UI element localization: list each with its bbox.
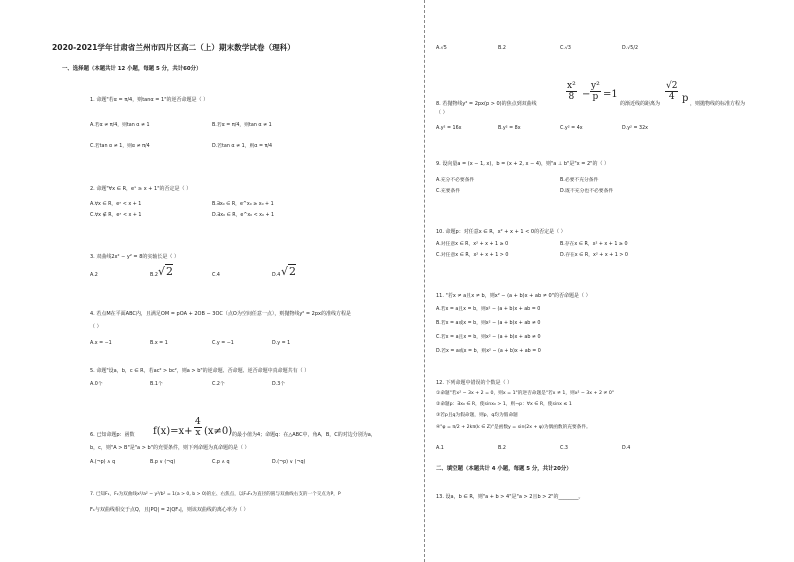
question-3-option-d[interactable]: D.4 bbox=[272, 273, 281, 278]
question-7-option-a[interactable]: A.√5 bbox=[436, 46, 447, 51]
question-8-option-c[interactable]: C.y² = 4x bbox=[560, 126, 583, 131]
question-11-option-b[interactable]: B.若x = a或x = b，则x² − (a + b)x + ab ≠ 0 bbox=[436, 321, 541, 326]
question-2-option-c[interactable]: C.∀x ∉ R，eˣ < x + 1 bbox=[90, 213, 142, 218]
question-5-option-c[interactable]: C.2个 bbox=[212, 382, 225, 387]
question-7-option-c[interactable]: C.√3 bbox=[560, 46, 571, 51]
question-7-stem-b: F₁与双曲线相交于点Q，且|PQ| = 2|QF₁|，则该双曲线的离心率为（ ） bbox=[90, 507, 249, 513]
question-12-option-b[interactable]: B.2 bbox=[498, 446, 506, 451]
question-8-p: p bbox=[682, 93, 689, 104]
question-4-option-b[interactable]: B.x = 1 bbox=[150, 341, 168, 346]
question-12-option-a[interactable]: A.1 bbox=[436, 446, 444, 451]
question-8-fraction-sqrt2-4: $\frac{√2}{4}$ bbox=[666, 81, 678, 102]
question-9-stem: 9. 设向量a = (x − 1, x)，b = (x + 2, x − 4)，则"a ⊥ b"是"x = 2"的（ ） bbox=[436, 161, 610, 167]
question-8-minus: − bbox=[582, 89, 591, 100]
section-heading-fill: 二、填空题（本题共计 4 小题，每题 5 分，共计20分） bbox=[436, 466, 572, 472]
question-8-stem-a: 8. 若抛物线y² = 2px(p > 0)的焦点到双曲线 bbox=[436, 101, 537, 107]
question-3-option-b[interactable]: B.2 bbox=[150, 273, 158, 278]
question-12-stem: 12. 下列命题中错误的个数是（ ） bbox=[436, 380, 513, 386]
question-8-stem-c: ，则抛物线的标准方程为 bbox=[690, 101, 746, 107]
question-12-statement-3: ③若p且q为假命题，则p，q均为假命题 bbox=[436, 413, 518, 418]
question-3-option-a[interactable]: A.2 bbox=[90, 273, 98, 278]
question-4-option-d[interactable]: D.y = 1 bbox=[272, 341, 291, 346]
question-12-statement-1: ①命题"若x² − 3x + 2 = 0，则x = 1"的逆否命题是"若x ≠ 1，则x² − 3x + 2 ≠ 0" bbox=[436, 391, 614, 396]
question-8-fraction-y2-p: $\frac{\text{y²}}{p}$ bbox=[591, 81, 600, 102]
question-8-option-d[interactable]: D.y² = 32x bbox=[622, 126, 648, 131]
question-12-statement-4: ④"φ = π/2 + 2kπ(k ∈ Z)"是函数y = sin(2x + φ)为偶函数的充要条件。 bbox=[436, 425, 591, 430]
question-8-option-a[interactable]: A.y² = 16x bbox=[436, 126, 462, 131]
question-6-condition: (x≠0) bbox=[204, 426, 233, 437]
question-6-option-d[interactable]: D.(¬p) ∨ (¬q) bbox=[272, 460, 306, 465]
question-11-option-a[interactable]: A.若x = a且x = b，则x² − (a + b)x + ab = 0 bbox=[436, 307, 541, 312]
question-6-formula: f(x)=x+ bbox=[153, 426, 193, 437]
question-4-paren: （ ） bbox=[90, 324, 102, 330]
question-10-option-b[interactable]: B.存在x ∈ R，x² + x + 1 ≥ 0 bbox=[560, 242, 628, 247]
question-8-stem-b: 的渐近线的距离为 bbox=[620, 101, 661, 107]
question-13-stem[interactable]: 13. 设a，b ∈ R，则"a + b > 4"是"a > 2且b > 2"的________。 bbox=[436, 494, 584, 500]
question-3-option-c[interactable]: C.4 bbox=[212, 273, 220, 278]
section-heading-choice: 一、选择题（本题共计 12 小题，每题 5 分，共计60分） bbox=[62, 66, 202, 72]
question-2-option-d[interactable]: D.∃x₀ ∈ R，e^x₀ < x₀ + 1 bbox=[212, 213, 275, 218]
question-10-option-c[interactable]: C.对任意x ∈ R，x² + x + 1 > 0 bbox=[436, 253, 509, 258]
question-8-option-b[interactable]: B.y² = 8x bbox=[498, 126, 521, 131]
question-1-option-a[interactable]: A.若α ≠ π/4，则tan α ≠ 1 bbox=[90, 123, 150, 128]
question-4-option-c[interactable]: C.y = −1 bbox=[212, 341, 234, 346]
question-1-stem: 1. 命题"若α = π/4，则tanα = 1"的逆否命题是（ ） bbox=[90, 97, 209, 103]
question-3-option-b-sqrt: √2 bbox=[158, 265, 174, 278]
question-6-option-a[interactable]: A.(¬p) ∧ q bbox=[90, 460, 116, 465]
question-7-option-b[interactable]: B.2 bbox=[498, 46, 506, 51]
question-7-option-d[interactable]: D.√5/2 bbox=[622, 46, 638, 51]
question-9-option-b[interactable]: B.必要不充分条件 bbox=[560, 178, 599, 183]
question-3-stem: 3. 双曲线2x² − y² = 8的实轴长是（ ） bbox=[90, 254, 179, 260]
question-9-option-a[interactable]: A.充分不必要条件 bbox=[436, 178, 475, 183]
question-1-option-d[interactable]: D.若tan α ≠ 1，则α = π/4 bbox=[212, 144, 273, 149]
question-2-option-b[interactable]: B.∃x₀ ∈ R，e^x₀ ≥ x₀ + 1 bbox=[212, 202, 274, 207]
question-6-stem-b: 的最小值为4；命题q：在△ABC中，角A，B，C的对边分别为a， bbox=[232, 432, 376, 438]
question-6-option-b[interactable]: B.p ∨ (¬q) bbox=[150, 460, 176, 465]
question-5-option-b[interactable]: B.1个 bbox=[150, 382, 163, 387]
question-4-option-a[interactable]: A.x = −1 bbox=[90, 341, 112, 346]
question-10-stem: 10. 命题p：对任意x ∈ R，x² + x + 1 < 0的否定是（ ） bbox=[436, 229, 566, 235]
question-9-option-c[interactable]: C.充要条件 bbox=[436, 189, 461, 194]
question-9-option-d[interactable]: D.既不充分也不必要条件 bbox=[560, 189, 614, 194]
question-7-stem-a: 7. 已知F₁，F₂为双曲线x²/a² − y²/b² = 1(a > 0, b > 0)的左、右焦点，以F₁F₂为直径的圆与双曲线右支的一个交点为P，P bbox=[90, 492, 341, 497]
question-12-option-d[interactable]: D.4 bbox=[622, 446, 631, 451]
question-8-paren: （ ） bbox=[436, 110, 448, 116]
question-12-option-c[interactable]: C.3 bbox=[560, 446, 568, 451]
question-6-option-c[interactable]: C.p ∧ q bbox=[212, 460, 230, 465]
question-3-option-d-sqrt: √2 bbox=[281, 265, 297, 278]
question-6-stem-a: 6. 已知命题p：函数 bbox=[90, 432, 135, 438]
page-title: 2020-2021学年甘肃省兰州市四片区高二（上）期末数学试卷（理科） bbox=[52, 43, 295, 52]
question-11-stem: 11. "若x ≠ a且x ≠ b，则x² − (a + b)x + ab ≠ 0"的否命题是（ ） bbox=[436, 293, 591, 299]
question-6-fraction: $\frac{4}{x}$ bbox=[195, 417, 201, 438]
question-8-equals: =1 bbox=[603, 89, 618, 100]
question-12-statement-2: ②命题p：∃x₀ ∈ R，使sinx₀ > 1，则¬p：∀x ∈ R，使sinx ≤ 1 bbox=[436, 402, 572, 407]
question-11-option-c[interactable]: C.若x = a且x = b，则x² − (a + b)x + ab ≠ 0 bbox=[436, 335, 541, 340]
question-4-stem: 4. 若点M在平面ABC内，且满足OM = pOA + 2OB − 3OC（点O为空间任意一点），则抛物线y² = 2px的准线方程是 bbox=[90, 311, 351, 317]
question-5-option-d[interactable]: D.3个 bbox=[272, 382, 286, 387]
question-8-fraction-x2-8: $\frac{\text{x²}}{8}$ bbox=[567, 81, 576, 102]
question-1-option-c[interactable]: C.若tan α ≠ 1，则α ≠ π/4 bbox=[90, 144, 150, 149]
question-1-option-b[interactable]: B.若α = π/4，则tan α ≠ 1 bbox=[212, 123, 272, 128]
question-11-option-d[interactable]: D.若x = a或x = b，则x² − (a + b)x + ab = 0 bbox=[436, 349, 541, 354]
question-2-option-a[interactable]: A.∀x ∈ R，eˣ < x + 1 bbox=[90, 202, 142, 207]
question-5-option-a[interactable]: A.0个 bbox=[90, 382, 103, 387]
question-10-option-a[interactable]: A.对任意x ∈ R，x² + x + 1 ≥ 0 bbox=[436, 242, 509, 247]
column-divider bbox=[424, 0, 425, 562]
question-5-stem: 5. 命题"设a，b，c ∈ R，若ac² > bc²，则a > b"的逆命题、否命题、逆否命题中真命题共有（ ） bbox=[90, 368, 310, 374]
question-10-option-d[interactable]: D.存在x ∈ R，x² + x + 1 > 0 bbox=[560, 253, 628, 258]
question-2-stem: 2. 命题"∀x ∈ R，eˣ ≥ x + 1"的否定是（ ） bbox=[90, 186, 192, 192]
question-6-stem-c: b，c，则"A > B"是"a > b"的充要条件，则下列命题为真命题的是（ ） bbox=[90, 445, 250, 451]
